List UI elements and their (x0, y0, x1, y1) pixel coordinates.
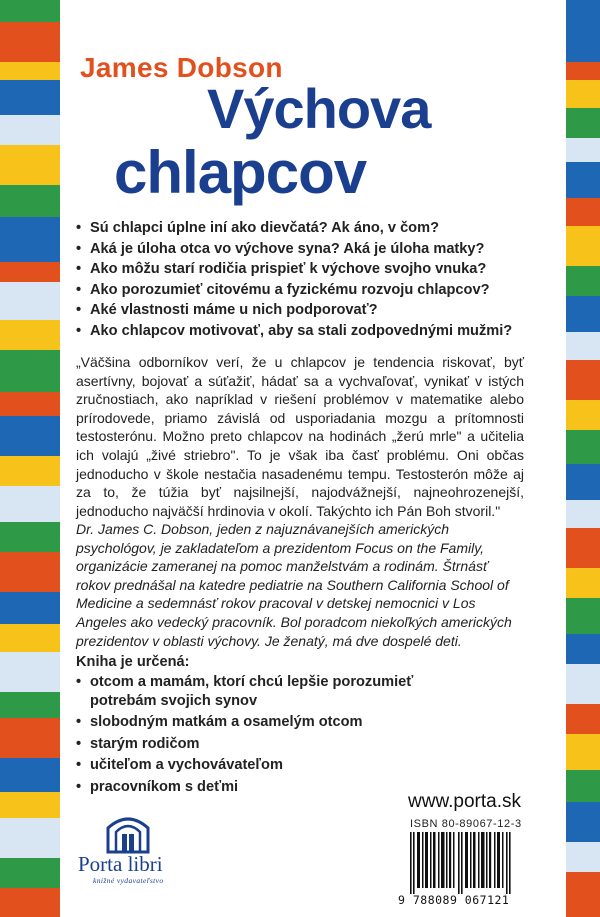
question-item: • Ako môžu starí rodičia prispieť k výchove svojho vnuka? (76, 259, 556, 280)
audience-item: • slobodným matkám a osamelým otcom (76, 714, 363, 731)
question-item: • Aká je úloha otca vo výchove syna? Aká je úloha matky? (76, 239, 556, 260)
bullet: • (76, 778, 82, 795)
bullet: • (76, 757, 82, 774)
intended-for-heading: Kniha je určená: (76, 654, 190, 670)
bullet: • (76, 281, 82, 298)
book-quote: „Väčšina odborníkov verí, že u chlapcov je tendencia riskovať, byť asertívny, bojovať a súťažiť, hádať sa a vychvaľovať, vynikať v istých zručnostiach, ako napríklad v riešení problémov v matematike alebo prírodovede, priamo závislá od usporiadania mozgu a prítomnosti testosterónu. Možno preto chlapcov na hodinách „žerú mrle" a učitelia ich volajú „živé striebro". To je však iba časť problému. Oni občas jednoducho v škole nestačia nasadenému tempu. Testosterón môže aj za to, že túžia byť najsilnejší, najodvážnejší, najneohrozenejší, jednoducho najväčší hrdinovia v okolí. Takýchto ich Pán Boh stvoril." (76, 354, 524, 519)
question-item: • Ako chlapcov motivovať, aby sa stali zodpovednými mužmi? (76, 321, 556, 342)
right-color-stripes (566, 0, 600, 917)
bullet: • (76, 240, 82, 257)
barcode-number: 9 788089 067121 (398, 893, 510, 907)
audience-item: • učiteľom a vychovávateľom (76, 757, 283, 774)
bullet: • (76, 735, 82, 752)
arch-gate-icon (102, 812, 154, 854)
left-color-stripes (0, 0, 60, 917)
isbn-number: ISBN 80-89067-12-3 (410, 818, 522, 830)
author-name: James Dobson (80, 52, 283, 83)
audience-item: • otcom a mamám, ktorí chcú lepšie porozumieť potrebám svojich synov (76, 674, 414, 709)
bullet: • (76, 674, 82, 690)
audience-item: • pracovníkom s deťmi (76, 778, 239, 795)
audience-item: • starým rodičom (76, 735, 200, 752)
publisher-name: Porta libri (78, 852, 163, 876)
barcode-icon (398, 832, 528, 894)
bullet: • (76, 714, 82, 731)
book-title-line-1: Výchova (207, 77, 431, 140)
bullet: • (76, 322, 82, 339)
publisher-tagline: knižné vydavateľstvo (93, 876, 164, 885)
website-link[interactable]: www.porta.sk (408, 791, 521, 812)
question-item: • Aké vlastnosti máme u nich podporovať? (76, 300, 556, 321)
audience-list (76, 673, 436, 800)
question-list (76, 218, 556, 341)
bullet: • (76, 261, 82, 277)
question-item: • Sú chlapci úplne iní ako dievčatá? Ak áno, v čom? (76, 218, 556, 239)
book-title-line-2: chlapcov (114, 139, 367, 206)
question-item: • Ako porozumieť citovému a fyzickému rozvoju chlapcov? (76, 280, 556, 301)
author-bio: Dr. James C. Dobson, jeden z najuznávanejších amerických psychológov, je zakladateľom a prezidentom Focus on the Family, organizácie zameranej na pomoc manželstvám a rodinám. Štrnásť rokov prednášal na katedre pediatrie na Southern California School of Medicine a sedemnásť rokov pracoval v detskej nemocnici v Los Angeles ako vedecký pracovník. Bol poradcom niekoľkých amerických prezidentov v oblasti výchovy. Je ženatý, má dve dospelé deti. (76, 521, 512, 649)
bullet: • (76, 220, 82, 236)
bullet: • (76, 302, 82, 318)
